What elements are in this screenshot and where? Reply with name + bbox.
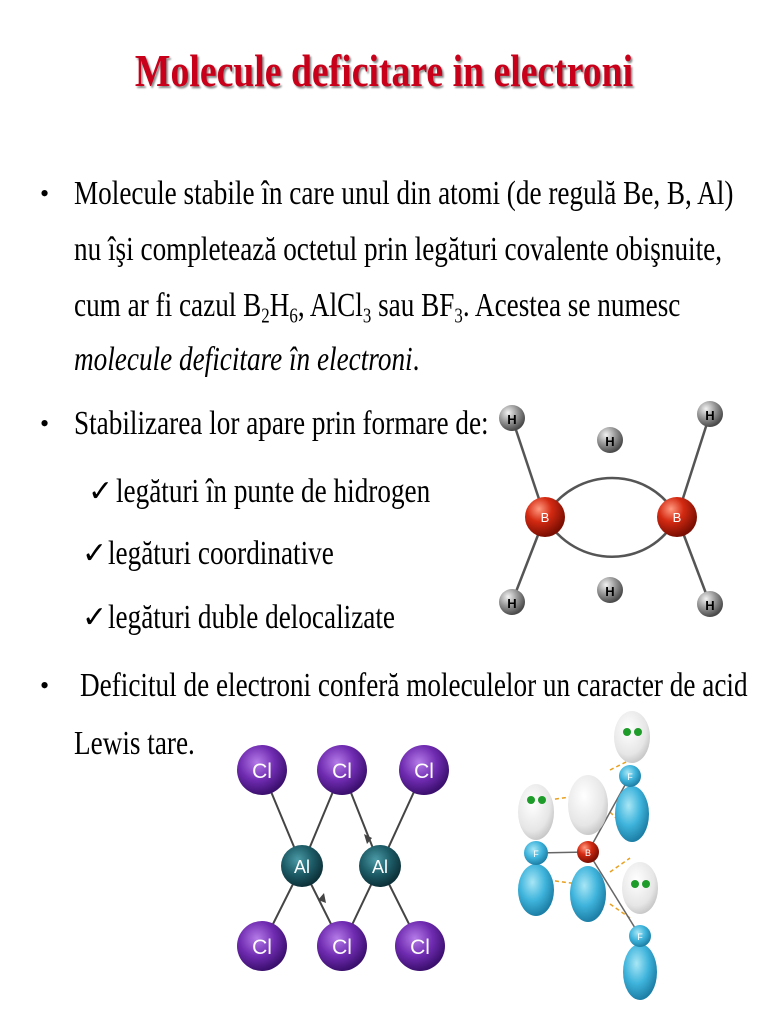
check-icon: ✓ [88, 475, 114, 508]
p1-line3: cum ar fi cazul $B_2H_6$, AlCl$_3$ sau $BF_3$. Acestea se numesc [74, 287, 681, 328]
p2-item-3: legături duble delocalizate [108, 599, 395, 636]
fluorine-orbital [614, 711, 650, 842]
svg-text:F: F [627, 772, 633, 782]
p1-line2: nu îşi completează octetul prin legături covalente obişnuite, [74, 231, 723, 268]
check-icon: ✓ [82, 601, 108, 634]
hydrogen-atom [697, 401, 723, 427]
p2-item-2: legături coordinative [108, 535, 334, 572]
chlorine-atom [399, 745, 449, 795]
chlorine-atom [317, 921, 367, 971]
hydrogen-atom [499, 405, 525, 431]
svg-text:B: B [584, 848, 592, 858]
svg-text:Cl: Cl [252, 760, 272, 783]
fluorine-orbital [518, 784, 554, 916]
svg-text:H: H [507, 596, 517, 611]
p3-line2: Lewis tare. [74, 725, 195, 762]
bullet-1: • [40, 179, 50, 208]
svg-text:H: H [605, 434, 615, 449]
svg-text:Cl: Cl [332, 936, 352, 959]
svg-text:H: H [507, 412, 517, 427]
hydrogen-atom [499, 589, 525, 615]
bullet-3: • [40, 671, 50, 700]
chlorine-atom [237, 921, 287, 971]
svg-text:B: B [672, 510, 682, 525]
svg-text:Cl: Cl [252, 936, 272, 959]
boron-atom [525, 497, 565, 537]
svg-text:Cl: Cl [332, 760, 352, 783]
boron-atom [657, 497, 697, 537]
chlorine-atom [317, 745, 367, 795]
hydrogen-atom [697, 591, 723, 617]
fluorine-orbital [622, 862, 658, 1000]
boron-orbital [568, 775, 608, 922]
aluminum-atom [359, 845, 401, 887]
check-icon: ✓ [82, 537, 108, 570]
p2-intro: Stabilizarea lor apare prin formare de: [74, 405, 489, 442]
bullet-2: • [40, 409, 50, 438]
slide-title: Molecule deficitare in electroni [134, 45, 634, 96]
p2-item-1: legături în punte de hidrogen [116, 473, 431, 510]
svg-text:Cl: Cl [410, 936, 430, 959]
hydrogen-atom [597, 577, 623, 603]
chlorine-atom [395, 921, 445, 971]
hydrogen-atom [597, 427, 623, 453]
p1-line4: molecule deficitare în electroni. [74, 341, 420, 378]
svg-text:F: F [637, 932, 643, 942]
p3-line1: Deficitul de electroni conferă moleculelor un caracter de acid [80, 667, 748, 704]
svg-text:H: H [705, 408, 715, 423]
svg-text:F: F [533, 849, 539, 859]
svg-text:H: H [605, 584, 615, 599]
chlorine-atom [237, 745, 287, 795]
aluminum-atom [281, 845, 323, 887]
svg-text:B: B [540, 510, 550, 525]
svg-text:H: H [705, 598, 715, 613]
svg-text:Cl: Cl [414, 760, 434, 783]
svg-text:Al: Al [293, 857, 311, 877]
svg-text:Al: Al [371, 857, 389, 877]
p1-line1: Molecule stabile în care unul din atomi (de regulă Be, B, Al) [74, 175, 734, 212]
